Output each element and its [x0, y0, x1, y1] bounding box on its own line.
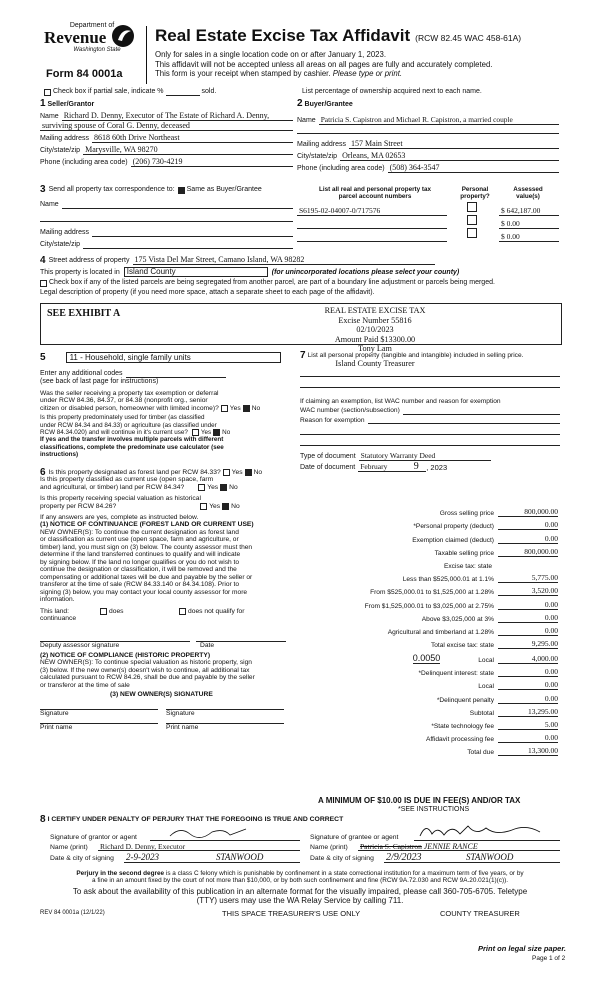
taxable-selling-price[interactable]: 800,000.00 — [498, 547, 558, 557]
timber-yes-checkbox[interactable] — [192, 429, 199, 436]
segregation-checkbox[interactable] — [40, 280, 47, 287]
delinquent-interest-local[interactable]: 0.00 — [498, 680, 558, 690]
header-title-row — [155, 26, 521, 46]
minimum-due-text: A MINIMUM OF $10.00 IS DUE IN FEE(S) AND/OR TAX — [318, 796, 521, 805]
tax-calculation — [300, 504, 558, 756]
dor-logo — [44, 22, 140, 54]
parcel-number-field[interactable] — [297, 241, 447, 242]
seller-name-field[interactable]: Richard D. Denny, Executor of The Estate of Richard A. Denny, — [62, 112, 293, 121]
parcel-number-field[interactable]: S6195-02-04007-0/717576 — [297, 206, 447, 216]
wa-logo-icon — [110, 24, 136, 48]
tax-row: Above $3,025,000 at 3% 0.00 — [421, 612, 558, 623]
exemption-reason-line-3[interactable] — [300, 435, 560, 446]
doc-month-field[interactable]: February — [358, 463, 404, 472]
seller-mailing-field[interactable]: 8618 60th Drive Northeast — [92, 134, 293, 143]
parcel-row — [297, 205, 559, 216]
header-instructions: Only for sales in a single location code on or after January 1, 2023. This affidavit will not be accepted unless all areas on all pages are fully and accurately completed. This form is your receipt when stamped by cashier. Please type or print. — [155, 50, 493, 78]
corr-name-field[interactable] — [62, 200, 293, 209]
corr-city-field[interactable] — [83, 240, 293, 249]
grantee-signature-field[interactable] — [414, 828, 560, 841]
revision-label: REV 84 0001a (12/1/22) — [40, 910, 105, 916]
assessed-value-field[interactable]: $ 642,187.00 — [499, 206, 559, 216]
tax-row: From $1,525,000.01 to $3,025,000 at 2.75% 0.00 — [364, 599, 558, 610]
land-use-select[interactable]: 11 - Household, single family units — [66, 352, 281, 363]
state-technology-fee[interactable]: 5.00 — [498, 720, 558, 730]
tax-row: Exemption claimed (deduct) 0.00 — [412, 533, 558, 544]
historic-yes-checkbox[interactable] — [200, 503, 207, 510]
tax-row: *Delinquent penalty 0.00 — [436, 693, 558, 704]
assessed-value-field[interactable]: $ 0.00 — [499, 219, 559, 229]
grantor-city-field[interactable]: STANWOOD — [196, 854, 300, 862]
delinquent-interest-state[interactable]: 0.00 — [498, 667, 558, 677]
buyer-name-field[interactable]: Patricia S. Capistron and Michael R. Capistron, a married couple — [319, 116, 559, 125]
personal-property-field-2[interactable] — [300, 377, 560, 388]
personal-property-field[interactable] — [300, 360, 560, 377]
perjury-notice: Perjury in the second degree is a class C felony which is punishable by confinement in a state correctional institution for a maximum term of five years, or by a fine in an amount fixed by the court of not more than $10,000, or by both such confinement and fine (RCW 9A.72.030 and RCW 9A.20.021(1)(c)). — [76, 870, 524, 885]
tax-row: Excise tax: state — [443, 562, 492, 570]
certification-section: 8 I CERTIFY UNDER PENALTY OF PERJURY THAT THE FOREGOING IS TRUE AND CORRECT — [40, 814, 344, 825]
tax-row: Less than $525,000.01 at 1.1% 5,775.00 — [402, 573, 558, 584]
local-rate: 0.0050 — [412, 653, 441, 664]
form-number: Form 84 0001a — [46, 68, 123, 80]
state-text: Washington State — [73, 47, 121, 53]
personal-property-section: 7 List all personal property (tangible and intangible) included in selling price. If claiming an exemption, list WAC number and reason for exemption WAC number (section/subsection) Reason for exemption Type of document Statutory Warranty Deed Date of document February 9 , 2023 — [300, 352, 560, 472]
total-state-tax[interactable]: 9,295.00 — [498, 639, 558, 649]
timber-no-checkbox[interactable] — [213, 429, 220, 436]
exemption-deduct[interactable]: 0.00 — [498, 534, 558, 544]
revenue-text: Revenue — [44, 28, 107, 47]
tax-row: Total excise tax: state 9,295.00 — [430, 639, 558, 650]
personal-property-checkbox[interactable] — [467, 228, 477, 238]
current-use-no-checkbox[interactable] — [220, 484, 227, 491]
grantor-date-field[interactable]: 2-9-2023 — [124, 854, 196, 862]
exhibit-text: SEE EXHIBIT A — [47, 308, 121, 319]
doc-day-field[interactable]: 9 — [404, 463, 426, 472]
treasurer-use-label: THIS SPACE TREASURER'S USE ONLY — [222, 909, 361, 918]
grantee-signature-block: Signature of grantee or agent Name (print) Patricia S. Capistron JENNIE RANCE Date & city of signing 2/9/2023 STANWOOD — [310, 828, 560, 863]
exemption-reason-field[interactable] — [368, 423, 560, 424]
assessed-value-field[interactable]: $ 0.00 — [499, 232, 559, 242]
property-street-field[interactable]: 175 Vista Del Mar Street, Camano Island, WA 98282 — [133, 256, 435, 265]
personal-property-deduct[interactable]: 0.00 — [498, 520, 558, 530]
buyer-name-line-2[interactable] — [297, 125, 559, 134]
use-section: 5 11 - Household, single family units Enter any additional codes (see back of last page for instructions) Was the seller receiving a property tax exemption or deferral under RCW 84.36, 84.37, or 84.38 (nonprofit org., senior citizen or disabled person, homeowner with limited income)? Yes No Is this property predominately used for timber (as classified under RCW 84.34 and 84.33) or agriculture (as classified under RCW 84.34.020) and will continue in it's current use? Yes No If yes and the transfer involves multiple parcels with different classifications, complete the predominate use calculator (see instructions) — [40, 352, 296, 459]
rcw-ref: (RCW 82.45 WAC 458-61A) — [415, 33, 522, 43]
treasurer-stamp: REAL ESTATE EXCISE TAX Excise Number 55816 02/10/2023 Amount Paid $13300.00 Tony Lam Island County Treasurer — [324, 306, 426, 368]
current-use-yes-checkbox[interactable] — [198, 484, 205, 491]
affidavit-processing-fee[interactable]: 0.00 — [498, 733, 558, 743]
tax-row: Gross selling price 800,000.00 — [439, 507, 558, 518]
tax-row: Taxable selling price 800,000.00 — [434, 546, 558, 557]
tax-row: From $525,000.01 to $1,525,000 at 1.28% 3,520.00 — [370, 586, 558, 597]
buyer-section: 2 Buyer/Grantee Name Patricia S. Capistron and Michael R. Capistron, a married couple Mailing address 157 Main Street City/state/zip Orleans, MA 02653 Phone (including area code) (508) 364-3547 — [297, 100, 559, 173]
seller-city-field[interactable]: Marysville, WA 98270 — [83, 146, 293, 155]
grantor-name-field[interactable]: Richard D. Denny, Executor — [98, 843, 300, 851]
corr-name-line-2[interactable] — [40, 209, 293, 222]
seller-name-field-2[interactable]: surviving spouse of Coral G. Denny, deceased — [40, 122, 293, 131]
forest-land-section: 6 Is this property designated as forest land per RCW 84.33? Yes No Is this property classified as current use (open space, farm and agricultural, or timber) land per RCW 84.34? Yes No Is this property receiving special valuation as historical property per RCW 84.26? Yes No If any answers are yes, complete as instructed below. (1) NOTICE OF CONTINUANCE (FOREST LAND OR CURRENT USE) NEW OWNER(S): To continue the current designation as forest land or classification as current use (open space, farm and agriculture, or timber) land, you must sign on (3) below. The county assessor must then determine if the land transferred continues to qualify and will indicate by signing below. If the land no longer qualifies or you do not wish to continue the designation or classification, it will be removed and the compensating or additional taxes will be due and payable by the seller or transferor at the time of sale (RCW 84.33.140 or 84.34.108). Prior to signing (3) below, you may contact your local county assessor for more information. This land: does does not qualify for continuance Deputy assessor signature Date (2) NOTICE OF COMPLIANCE (HISTORIC PROPERTY) NEW OWNER(S): To continue special valuation as historic property, sign (3) below. If the new owner(s) doesn't wish to continue, all additional tax calculated pursuant to RCW 84.26, shall be due and payable by the seller or transferor at the time of sale (3) NEW OWNER(S) SIGNATURE Signature Signature Print name Print name — [40, 469, 296, 732]
page-number: Page 1 of 2 — [532, 955, 566, 962]
tax-row: *Delinquent interest: state 0.00 — [418, 667, 558, 678]
tax-row: 0.0050 Local 4,000.00 — [412, 653, 558, 665]
state-tier-2[interactable]: 3,520.00 — [498, 586, 558, 596]
corr-mail-field[interactable] — [92, 228, 293, 237]
grantee-signature-mark — [416, 822, 556, 840]
print-legal-label: Print on legal size paper. — [478, 944, 566, 953]
forest-no-checkbox[interactable] — [245, 469, 252, 476]
agricultural-tax[interactable]: 0.00 — [498, 626, 558, 636]
grantee-name-field: Patricia S. Capistron JENNIE RANCE — [358, 843, 560, 851]
tax-row: *State technology fee 5.00 — [431, 720, 558, 730]
does-qualify-checkbox[interactable] — [100, 608, 107, 615]
tax-row: Agricultural and timberland at 1.28% 0.00 — [387, 625, 558, 636]
partial-sale-checkbox[interactable] — [44, 89, 51, 96]
buyer-city-field[interactable]: Orleans, MA 02653 — [340, 152, 559, 161]
tax-row: Local 0.00 — [478, 680, 558, 691]
tax-row: Total due 13,300.00 — [467, 746, 558, 757]
parcel-number-field[interactable] — [297, 228, 447, 229]
wac-number-field[interactable] — [403, 414, 560, 415]
seller-section: 1 Seller/Grantor Name Richard D. Denny, Executor of The Estate of Richard A. Denny, surviving spouse of Coral G. Denny, deceased Mailing address 8618 60th Drive Northeast City/state/zip Marysville, WA 98270 Phone (including area code) (206) 730-4219 — [40, 100, 293, 167]
grantee-city-field[interactable]: STANWOOD — [456, 854, 560, 862]
correspondence-section: 3 Send all property tax correspondence to: Same as Buyer/Grantee Name Mailing address City/state/zip — [40, 186, 293, 249]
list-percentage-text: List percentage of ownership acquired next to each name. — [302, 88, 482, 95]
exemption-reason-line-2[interactable] — [300, 424, 560, 435]
parcel-row — [297, 231, 559, 242]
forest-yes-checkbox[interactable] — [223, 469, 230, 476]
delinquent-penalty[interactable]: 0.00 — [498, 694, 558, 704]
buyer-phone-field[interactable]: (508) 364-3547 — [388, 164, 559, 173]
grantee-date-field[interactable]: 2/9/2023 — [384, 854, 456, 862]
parcel-row — [297, 218, 559, 229]
historic-no-checkbox[interactable] — [222, 503, 229, 510]
accessibility-notice: To ask about the availability of this publication in an alternate format for the visually impaired, please call 360-705-6705. Teletype (TTY) users may use the WA Relay Service by calling 711. — [72, 887, 528, 905]
see-instructions-text: *SEE INSTRUCTIONS — [398, 806, 470, 813]
subtotal[interactable]: 13,295.00 — [498, 707, 558, 717]
property-section: 4 Street address of property 175 Vista Del Mar Street, Camano Island, WA 98282 This property is located in Island County (for unincorporated locations please select your county) Check box if any of the listed parcels are being segregated from another parcel, are part of a boundary line adjustment or parcels being merged. Legal description of property (if you need more space, attach a separate sheet to each page of the affidavit). — [40, 255, 495, 296]
exemption-no-checkbox[interactable] — [243, 405, 250, 412]
tax-row: Affidavit processing fee 0.00 — [425, 733, 558, 744]
state-tier-1[interactable]: 5,775.00 — [498, 573, 558, 583]
partial-sale-row: Check box if partial sale, indicate % sold. — [44, 88, 216, 96]
page-title: Real Estate Excise Tax Affidavit — [155, 26, 411, 45]
header-divider — [146, 26, 147, 84]
grantor-signature-field[interactable] — [150, 828, 300, 841]
local-tax[interactable]: 4,000.00 — [498, 654, 558, 664]
parcel-table: List all real and personal property tax parcel account numbers Personal property? Assessed value(s) S6195-02-04007-0/717576 $ 642,187.00 $ 0.00 $ 0.00 — [297, 186, 559, 242]
state-tier-4[interactable]: 0.00 — [498, 613, 558, 623]
tax-row: *Personal property (deduct) 0.00 — [413, 520, 558, 531]
seller-phone-field[interactable]: (206) 730-4219 — [131, 158, 293, 167]
tax-row: Subtotal 13,295.00 — [469, 706, 558, 717]
total-due[interactable]: 13,300.00 — [498, 746, 558, 756]
gross-selling-price[interactable]: 800,000.00 — [498, 507, 558, 517]
does-not-qualify-checkbox[interactable] — [179, 608, 186, 615]
partial-pct-field[interactable] — [166, 95, 200, 96]
state-tier-3[interactable]: 0.00 — [498, 600, 558, 610]
grantor-signature-mark — [168, 826, 248, 840]
exemption-yes-checkbox[interactable] — [221, 405, 228, 412]
county-select[interactable]: Island County — [124, 267, 268, 277]
dept-text: Department of — [69, 22, 115, 29]
grantor-signature-block: Signature of grantor or agent Name (print) Richard D. Denny, Executor Date & city of signing 2-9-2023 STANWOOD — [50, 828, 300, 863]
county-treasurer-label: COUNTY TREASURER — [440, 909, 520, 918]
document-type-field[interactable]: Statutory Warranty Deed — [359, 452, 491, 461]
same-as-buyer-checkbox[interactable] — [178, 187, 185, 194]
buyer-mailing-field[interactable]: 157 Main Street — [349, 140, 559, 149]
